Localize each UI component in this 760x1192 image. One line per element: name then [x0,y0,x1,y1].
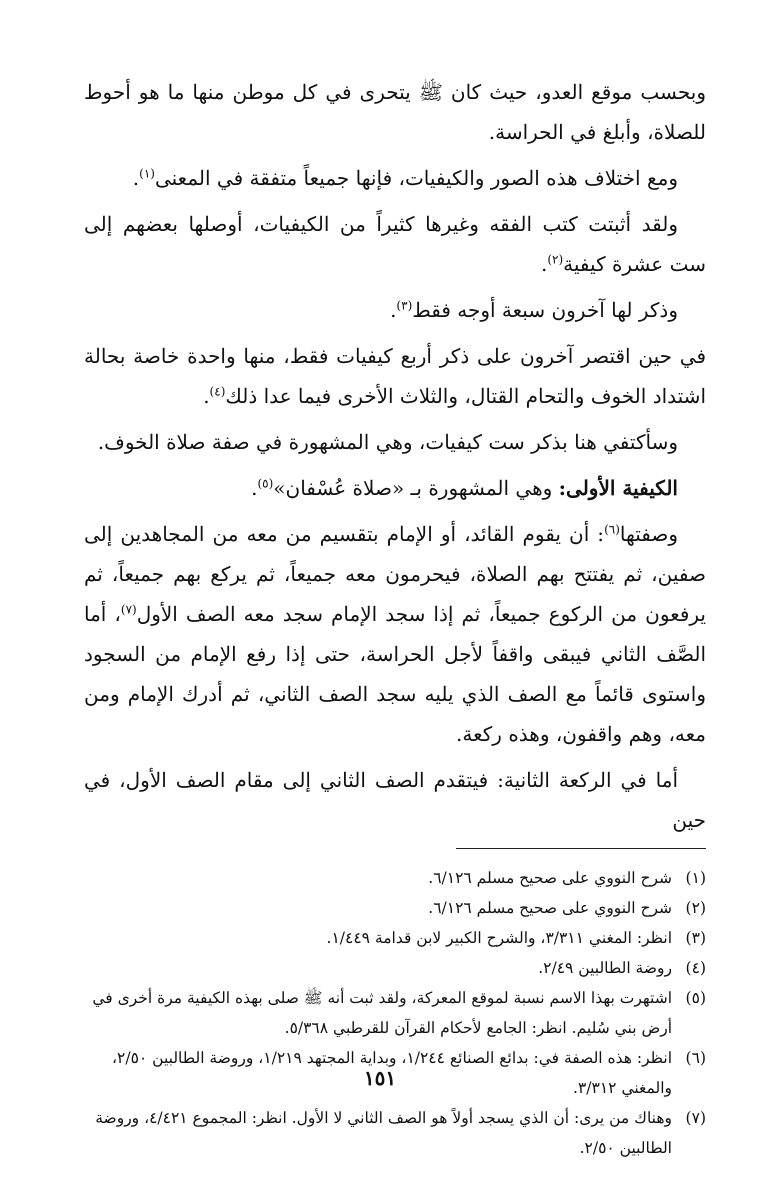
paragraph-8-text: وصفتها [619,522,678,546]
paragraph-9-text: أما في الركعة الثانية: فيتقدم الصف الثاني إلى مقام الصف الأول، في حين [84,768,706,832]
footnote-text: انظر: المغني ٣/٣١١، والشرح الكبير لابن قدامة ١/٤٤٩. [326,929,672,947]
paragraph-6-text: وسأكتفي هنا بذكر ست كيفيات، وهي المشهورة في صفة صلاة الخوف. [97,430,678,454]
footnote-ref-6[interactable]: (٦) [604,522,620,537]
footnote-4 [84,953,706,983]
footnote-ref-3[interactable]: (٣) [396,298,413,313]
paragraph-3 [84,204,706,284]
footnote-number: (٦) [685,1049,706,1067]
paragraph-2-text: ومع اختلاف هذه الصور والكيفيات، فإنها جميعاً متفقة في المعنى [154,166,678,190]
footnote-1 [84,863,706,893]
paragraph-2-tail: . [132,166,140,190]
footnote-number: (٤) [685,959,706,977]
paragraph-3-tail: . [540,252,548,276]
footnote-text: وهناك من يرى: أن الذي يسجد أولاً هو الصف الثاني لا الأول. انظر: المجموع ٤/٤٢١، وروضة الطالبين ٢/٥٠. [95,1109,672,1157]
footnote-ref-4[interactable]: (٤) [209,384,226,399]
footnote-text: اشتهرت بهذا الاسم نسبة لموقع المعركة، ولقد ثبت أنه ﷺ صلى بهذه الكيفية مرة أخرى في أرض بني سُليم. انظر: الجامع لأحكام القرآن للقرطبي ٥/٣٦٨. [92,989,672,1037]
paragraph-3-text: ولقد أثبتت كتب الفقه وغيرها كثيراً من الكيفيات، أوصلها بعضهم إلى ست عشرة كيفية [84,212,706,276]
paragraph-1 [84,72,706,152]
paragraph-7-tail: . [251,476,258,500]
footnote-text: انظر: هذه الصفة في: بدائع الصنائع ١/٢٤٤، وبداية المجتهد ١/٢١٩، وروضة الطالبين ٢/٥٠، والمغني ٣/٣١٢. [112,1049,672,1097]
paragraph-8 [84,514,706,754]
footnote-3 [84,923,706,953]
paragraph-9 [84,760,706,840]
footnote-5 [84,983,706,1043]
footnote-ref-7[interactable]: (٧) [120,602,137,617]
footnote-number: (١) [685,869,706,887]
footnote-text: روضة الطالبين ٢/٤٩. [538,959,672,977]
footnote-separator [456,848,706,849]
paragraph-7 [84,468,706,508]
footnote-number: (٣) [685,929,706,947]
footnote-number: (٧) [685,1109,706,1127]
paragraph-6 [84,422,706,462]
paragraph-7-text: وهي المشهورة بـ «صلاة عُسْفان» [273,476,559,500]
footnote-text: شرح النووي على صحيح مسلم ٦/١٢٦. [428,899,672,917]
paragraph-5 [84,336,706,416]
page-number: ١٥١ [363,1066,397,1090]
paragraph-4 [84,290,706,330]
footnote-ref-2[interactable]: (٢) [547,252,564,267]
paragraph-4-tail: . [390,298,397,322]
footnote-ref-1[interactable]: (١) [139,166,155,181]
paragraph-8-tail: : أن يقوم القائد، أو الإمام بتقسيم من معه من المجاهدين إلى صفين، ثم يفتتح بهم الصلاة، فيحرمون معه جميعاً، ثم يركع بهم جميعاً، ثم يرفعون من الركوع جميعاً، ثم إذا سجد الإمام سجد معه الصف الأول [84,522,706,626]
footnote-7 [84,1103,706,1163]
paragraph-8-tail-2: ، أما الصَّف الثاني فيبقى واقفاً لأجل الحراسة، حتى إذا رفع الإمام من السجود واستوى قائماً مع الصف الذي يليه سجد الصف الثاني، ثم أدرك الإمام ومن معه، وهم واقفون، وهذه ركعة. [84,602,706,746]
footnote-number: (٢) [685,899,706,917]
paragraph-5-tail: . [203,384,210,408]
paragraph-5-text: في حين اقتصر آخرون على ذكر أربع كيفيات فقط، منها واحدة خاصة بحالة اشتداد الخوف والتحام القتال، والثلاث الأخرى فيما عدا ذلك [84,344,706,408]
first-method-heading: الكيفية الأولى: [558,476,678,500]
footnote-ref-5[interactable]: (٥) [257,476,274,491]
page-body [84,72,706,1163]
paragraph-4-text: وذكر لها آخرون سبعة أوجه فقط [412,298,678,322]
paragraph-2 [84,158,706,198]
footnote-number: (٥) [685,989,706,1007]
footnote-text: شرح النووي على صحيح مسلم ٦/١٢٦. [428,869,672,887]
paragraph-1-text: وبحسب موقع العدو، حيث كان ﷺ يتحرى في كل موطن منها ما هو أحوط للصلاة، وأبلغ في الحراسة. [84,80,706,144]
footnote-2 [84,893,706,923]
